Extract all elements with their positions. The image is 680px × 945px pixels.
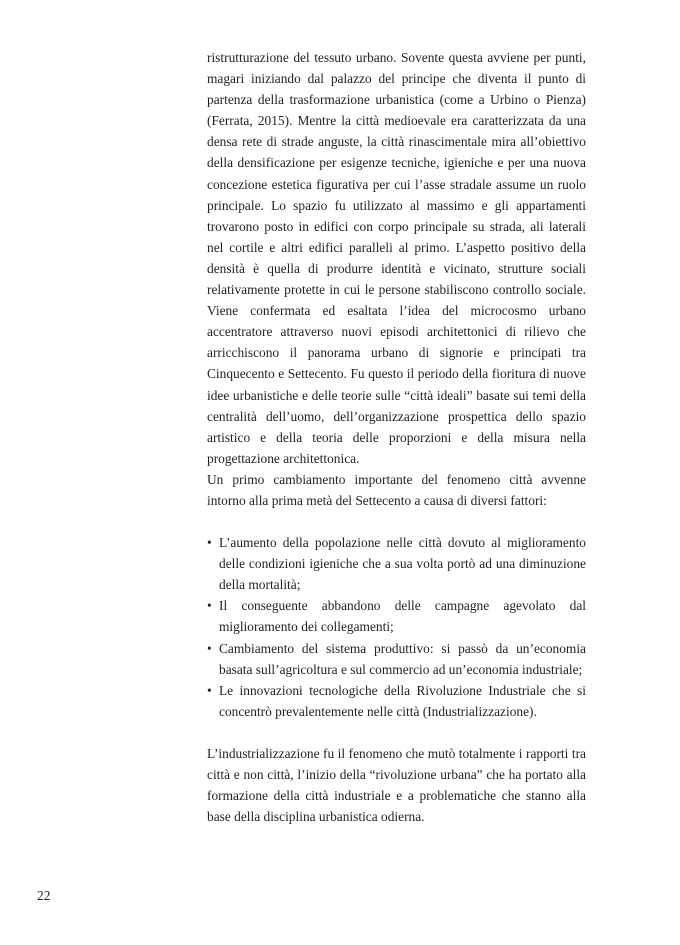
paragraph-renaissance-city: ristrutturazione del tessuto urbano. Sovente questa avviene per punti, magari iniziando dal palazzo del principe che diventa il punto di partenza della trasformazione urbanistica (come a Urbino o Pienza) (Ferrata, 2015). Mentre la città medioevale era caratterizzata da una densa rete di strade anguste, la città rinascimentale mira all’obiettivo della densificazione per esigenze tecniche, igieniche e per una nuova concezione estetica figurativa per cui l’asse stradale assume un ruolo principale. Lo spazio fu utilizzato al massimo e gli appartamenti trovarono posto in edifici con corpo principale su strada, ali laterali nel cortile e altri edifici paralleli al primo. L’aspetto positivo della densità è quella di produrre identità e vicinato, strutture sociali relativamente protette in cui le persone stabiliscono controllo sociale. Viene confermata ed esaltata l’idea del microcosmo urbano accentratore attraverso nuovi episodi architettonici di rilievo che arricchiscono il panorama urbano di signorie e principati tra Cinquecento e Settecento. Fu questo il periodo della fioritura di nuove idee urbanistiche e delle teorie sulle “città ideali” basate sui temi della centralità dell’uomo, dell’organizzazione prospettica dello spazio artistico e della teoria delle proporzioni e della misura nella progettazione architettonica. <box>207 50 586 466</box>
page-number: 22 <box>37 888 51 903</box>
list-item: • Le innovazioni tecnologiche della Rivoluzione Industriale che si concentrò prevalentemente nelle città (Industrializzazione). <box>207 680 586 722</box>
body-text <box>207 47 586 827</box>
list-item: • Cambiamento del sistema produttivo: si passò da un’economia basata sull’agricoltura e sul commercio ad un’economia industriale; <box>207 638 586 680</box>
paragraph-first-change: Un primo cambiamento importante del fenomeno città avvenne intorno alla prima metà del Settecento a causa di diversi fattori: <box>207 471 586 508</box>
list-item: • L’aumento della popolazione nelle città dovuto al miglioramento delle condizioni igieniche che a sua volta portò ad una diminuzione della mortalità; <box>207 532 586 595</box>
paragraph-industrialization: L’industrializzazione fu il fenomeno che mutò totalmente i rapporti tra città e non città, l’inizio della “rivoluzione urbana” che ha portato alla formazione della città industriale e a problematiche che stanno alla base della disciplina urbanistica odierna. <box>207 745 586 825</box>
list-item: • Il conseguente abbandono delle campagne agevolato dal miglioramento dei collegamenti; <box>207 595 586 637</box>
factors-list <box>207 532 586 722</box>
